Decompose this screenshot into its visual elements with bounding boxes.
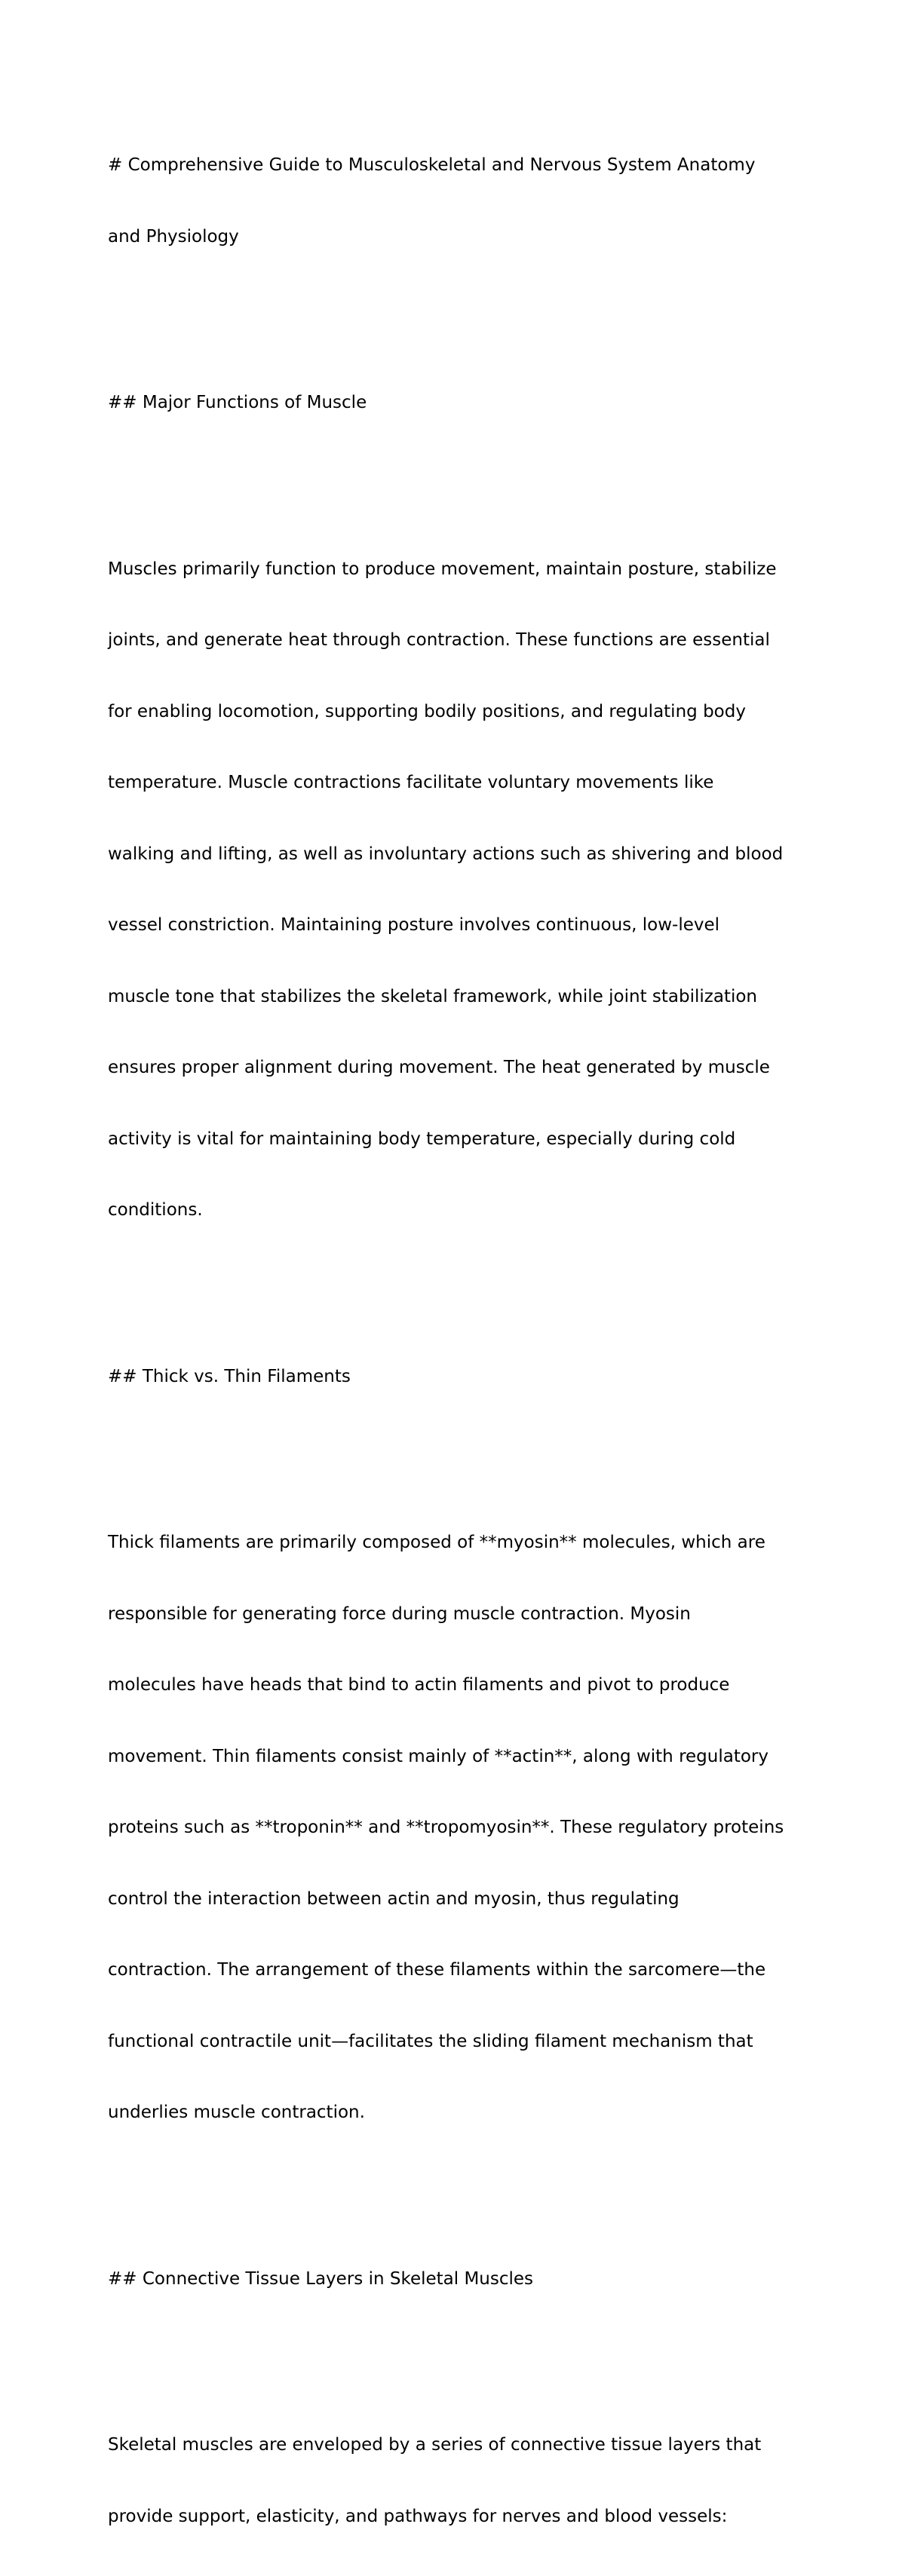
section-body-major-functions [108, 510, 809, 1270]
section-heading [108, 1318, 809, 1437]
body-line: walking and lifting, as well as involuntary actions such as shivering and blood [108, 844, 784, 864]
body-line: temperature. Muscle contractions facilitate voluntary movements like [108, 773, 714, 792]
section-body-filaments [108, 1484, 809, 2173]
body-line: underlies muscle contraction. [108, 2103, 365, 2122]
spacer [108, 2339, 809, 2386]
body-line: control the interaction between actin and myosin, thus regulating [108, 1888, 680, 1909]
body-line: contraction. The arrangement of these filaments within the sarcomere—the [108, 1960, 766, 1980]
title-line: and Physiology [108, 226, 239, 247]
body-line: joints, and generate heat through contraction. These functions are essential [108, 630, 770, 650]
body-line: for enabling locomotion, supporting bodily positions, and regulating body [108, 701, 746, 721]
heading-connective-tissue: ## Connective Tissue Layers in Skeletal Muscles [108, 2268, 534, 2289]
body-line: Skeletal muscles are enveloped by a series of connective tissue layers that [108, 2435, 762, 2455]
title-line: # Comprehensive Guide to Musculoskeletal and Nervous System Anatomy [108, 155, 756, 175]
body-line: molecules have heads that bind to actin filaments and pivot to produce [108, 1675, 730, 1695]
body-line: Thick filaments are primarily composed of **myosin** molecules, which are [108, 1533, 765, 1552]
section-body-connective-tissue [108, 2386, 809, 2576]
body-line: muscle tone that stabilizes the skeletal framework, while joint stabilization [108, 986, 757, 1006]
body-line: provide support, elasticity, and pathways for nerves and blood vessels: [108, 2506, 728, 2526]
spacer [108, 296, 809, 344]
body-line: Muscles primarily function to produce movement, maintain posture, stabilize [108, 559, 777, 579]
body-line: vessel constriction. Maintaining posture involves continuous, low-level [108, 915, 720, 935]
spacer [108, 1270, 809, 1318]
body-line: activity is vital for maintaining body temperature, especially during cold [108, 1129, 736, 1149]
spacer [108, 463, 809, 510]
body-line: ensures proper alignment during movement. The heat generated by muscle [108, 1058, 770, 1077]
spacer [108, 1436, 809, 1484]
section-heading [108, 2220, 809, 2339]
body-line: proteins such as **troponin** and **tropomyosin**. These regulatory proteins [108, 1818, 784, 1837]
section-heading [108, 344, 809, 463]
heading-major-functions: ## Major Functions of Muscle [108, 393, 367, 412]
heading-thick-thin-filaments: ## Thick vs. Thin Filaments [108, 1366, 351, 1386]
body-line: responsible for generating force during muscle contraction. Myosin [108, 1603, 691, 1624]
body-line: movement. Thin filaments consist mainly of **actin**, along with regulatory [108, 1746, 768, 1766]
body-line: functional contractile unit—facilitates the sliding filament mechanism that [108, 2031, 753, 2051]
body-line: conditions. [108, 1200, 203, 1220]
document-title [108, 106, 809, 296]
document-page [108, 106, 809, 2576]
spacer [108, 2173, 809, 2220]
